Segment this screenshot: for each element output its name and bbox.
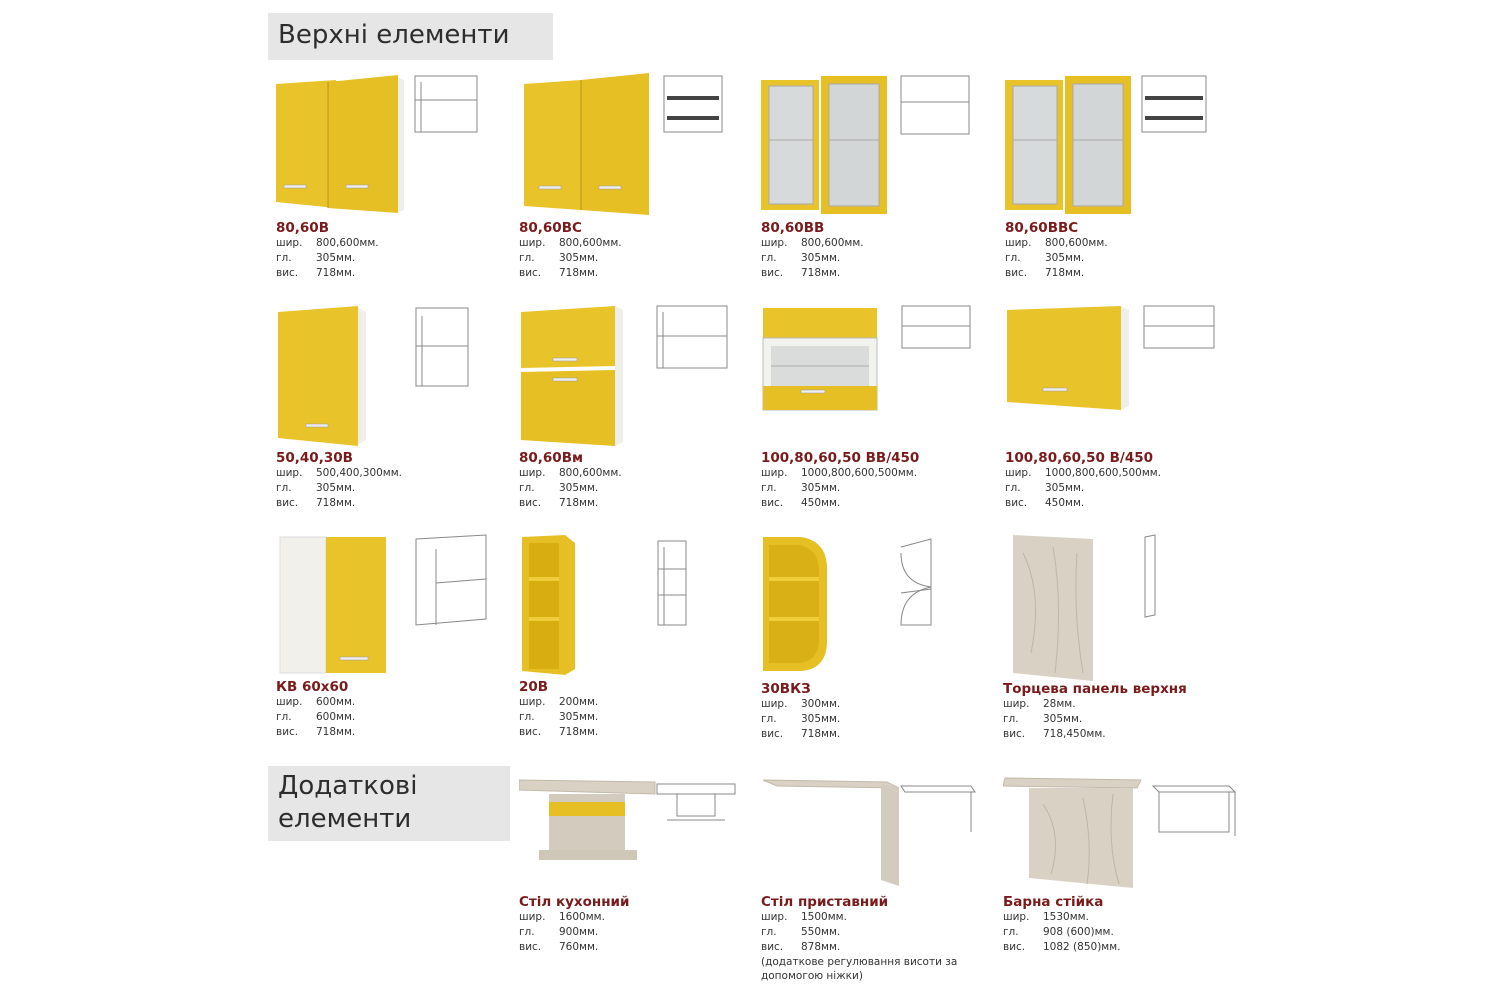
product-name: 50,40,30В (276, 450, 353, 466)
spec-depth: гл. 305мм. (761, 713, 841, 725)
spec-depth: гл. 305мм. (519, 252, 599, 264)
cabinet-30vkz-illustration (761, 533, 976, 683)
spec-height: вис. 718мм. (276, 497, 356, 509)
section-title-line-2: елементи (278, 804, 412, 835)
spec-width: шир. 300мм. (761, 698, 841, 710)
spec-height: вис. 718мм. (276, 726, 356, 738)
spec-width: шир. 800,600мм. (1005, 237, 1108, 249)
spec-height: вис. 718мм. (1005, 267, 1085, 279)
spec-depth: гл. 305мм. (1003, 713, 1083, 725)
product-name: 80,60Вм (519, 450, 584, 466)
spec-width: шир. 500,400,300мм. (276, 467, 402, 479)
spec-width: шир. 1000,800,600,500мм. (761, 467, 918, 479)
spec-height: вис. 718мм. (761, 267, 841, 279)
spec-note: (додаткове регулювання висоти за допомогою ніжки) (761, 956, 958, 982)
spec-depth: гл. 305мм. (1005, 482, 1085, 494)
spec-depth: гл. 550мм. (761, 926, 841, 938)
cabinet-80-60v-illustration (276, 70, 486, 220)
spec-depth: гл. 305мм. (519, 482, 599, 494)
spec-height: вис. 718мм. (519, 726, 599, 738)
spec-width: шир. 1600мм. (519, 911, 605, 923)
product-name: 80,60ВВ (761, 220, 825, 236)
cabinet-50-40-30v-illustration (276, 302, 486, 452)
spec-height: вис. 718мм. (519, 497, 599, 509)
spec-height: вис. 718мм. (519, 267, 599, 279)
spec-depth: гл. 900мм. (519, 926, 599, 938)
spec-height: вис. 450мм. (761, 497, 841, 509)
cabinet-80-60vv-illustration (761, 70, 981, 220)
spec-depth: гл. 305мм. (761, 482, 841, 494)
spec-height: вис. 450мм. (1005, 497, 1085, 509)
spec-depth: гл. 600мм. (276, 711, 356, 723)
end-panel-illustration (1003, 533, 1218, 683)
spec-width: шир. 28мм. (1003, 698, 1076, 710)
cabinet-vv-450-illustration (761, 302, 991, 452)
spec-height: вис. 760мм. (519, 941, 599, 953)
cabinet-80-60vs-illustration (519, 70, 729, 220)
cabinet-kv-60x60-illustration (276, 533, 491, 683)
cabinet-v-450-illustration (1005, 302, 1235, 452)
spec-depth: гл. 305мм. (761, 252, 841, 264)
spec-width: шир. 800,600мм. (519, 237, 622, 249)
spec-depth: гл. 305мм. (276, 482, 356, 494)
product-name: 80,60ВВС (1005, 220, 1079, 236)
section-title-line-1: Додаткові (278, 771, 418, 801)
spec-width: шир. 1500мм. (761, 911, 847, 923)
product-name: Барна стійка (1003, 894, 1104, 910)
spec-height: вис. 718,450мм. (1003, 728, 1106, 740)
spec-width: шир. 800,600мм. (276, 237, 379, 249)
spec-height: вис. 718мм. (276, 267, 356, 279)
cabinet-80-60vvs-illustration (1005, 70, 1225, 220)
spec-width: шир. 200мм. (519, 696, 599, 708)
spec-depth: гл. 305мм. (1005, 252, 1085, 264)
cabinet-20v-illustration (519, 533, 734, 683)
product-name: Стіл кухонний (519, 894, 630, 910)
spec-depth: гл. 305мм. (519, 711, 599, 723)
product-name: Торцева панель верхня (1003, 681, 1187, 697)
spec-width: шир. 800,600мм. (519, 467, 622, 479)
product-name: 80,60В (276, 220, 329, 236)
product-name: 20В (519, 679, 549, 695)
side-table-illustration (761, 774, 986, 894)
spec-depth: гл. 305мм. (276, 252, 356, 264)
section-title-extra-elements (268, 766, 510, 841)
spec-height: вис. 878мм. (761, 941, 841, 953)
spec-width: шир. 600мм. (276, 696, 356, 708)
spec-width: шир. 800,600мм. (761, 237, 864, 249)
product-name: 80,60ВС (519, 220, 582, 236)
spec-height: вис. 718мм. (761, 728, 841, 740)
cabinet-80-60vm-illustration (519, 302, 739, 452)
kitchen-table-illustration (519, 774, 744, 894)
spec-depth: гл. 908 (600)мм. (1003, 926, 1114, 938)
product-name: 100,80,60,50 ВВ/450 (761, 450, 920, 466)
product-name: КВ 60х60 (276, 679, 349, 695)
product-name: 30ВКЗ (761, 681, 811, 697)
spec-width: шир. 1530мм. (1003, 911, 1089, 923)
spec-width: шир. 1000,800,600,500мм. (1005, 467, 1162, 479)
section-title-top-elements: Верхні елементи (268, 13, 553, 60)
product-name: 100,80,60,50 В/450 (1005, 450, 1154, 466)
bar-counter-illustration (1003, 774, 1238, 894)
spec-height: вис. 1082 (850)мм. (1003, 941, 1121, 953)
product-name: Стіл приставний (761, 894, 889, 910)
